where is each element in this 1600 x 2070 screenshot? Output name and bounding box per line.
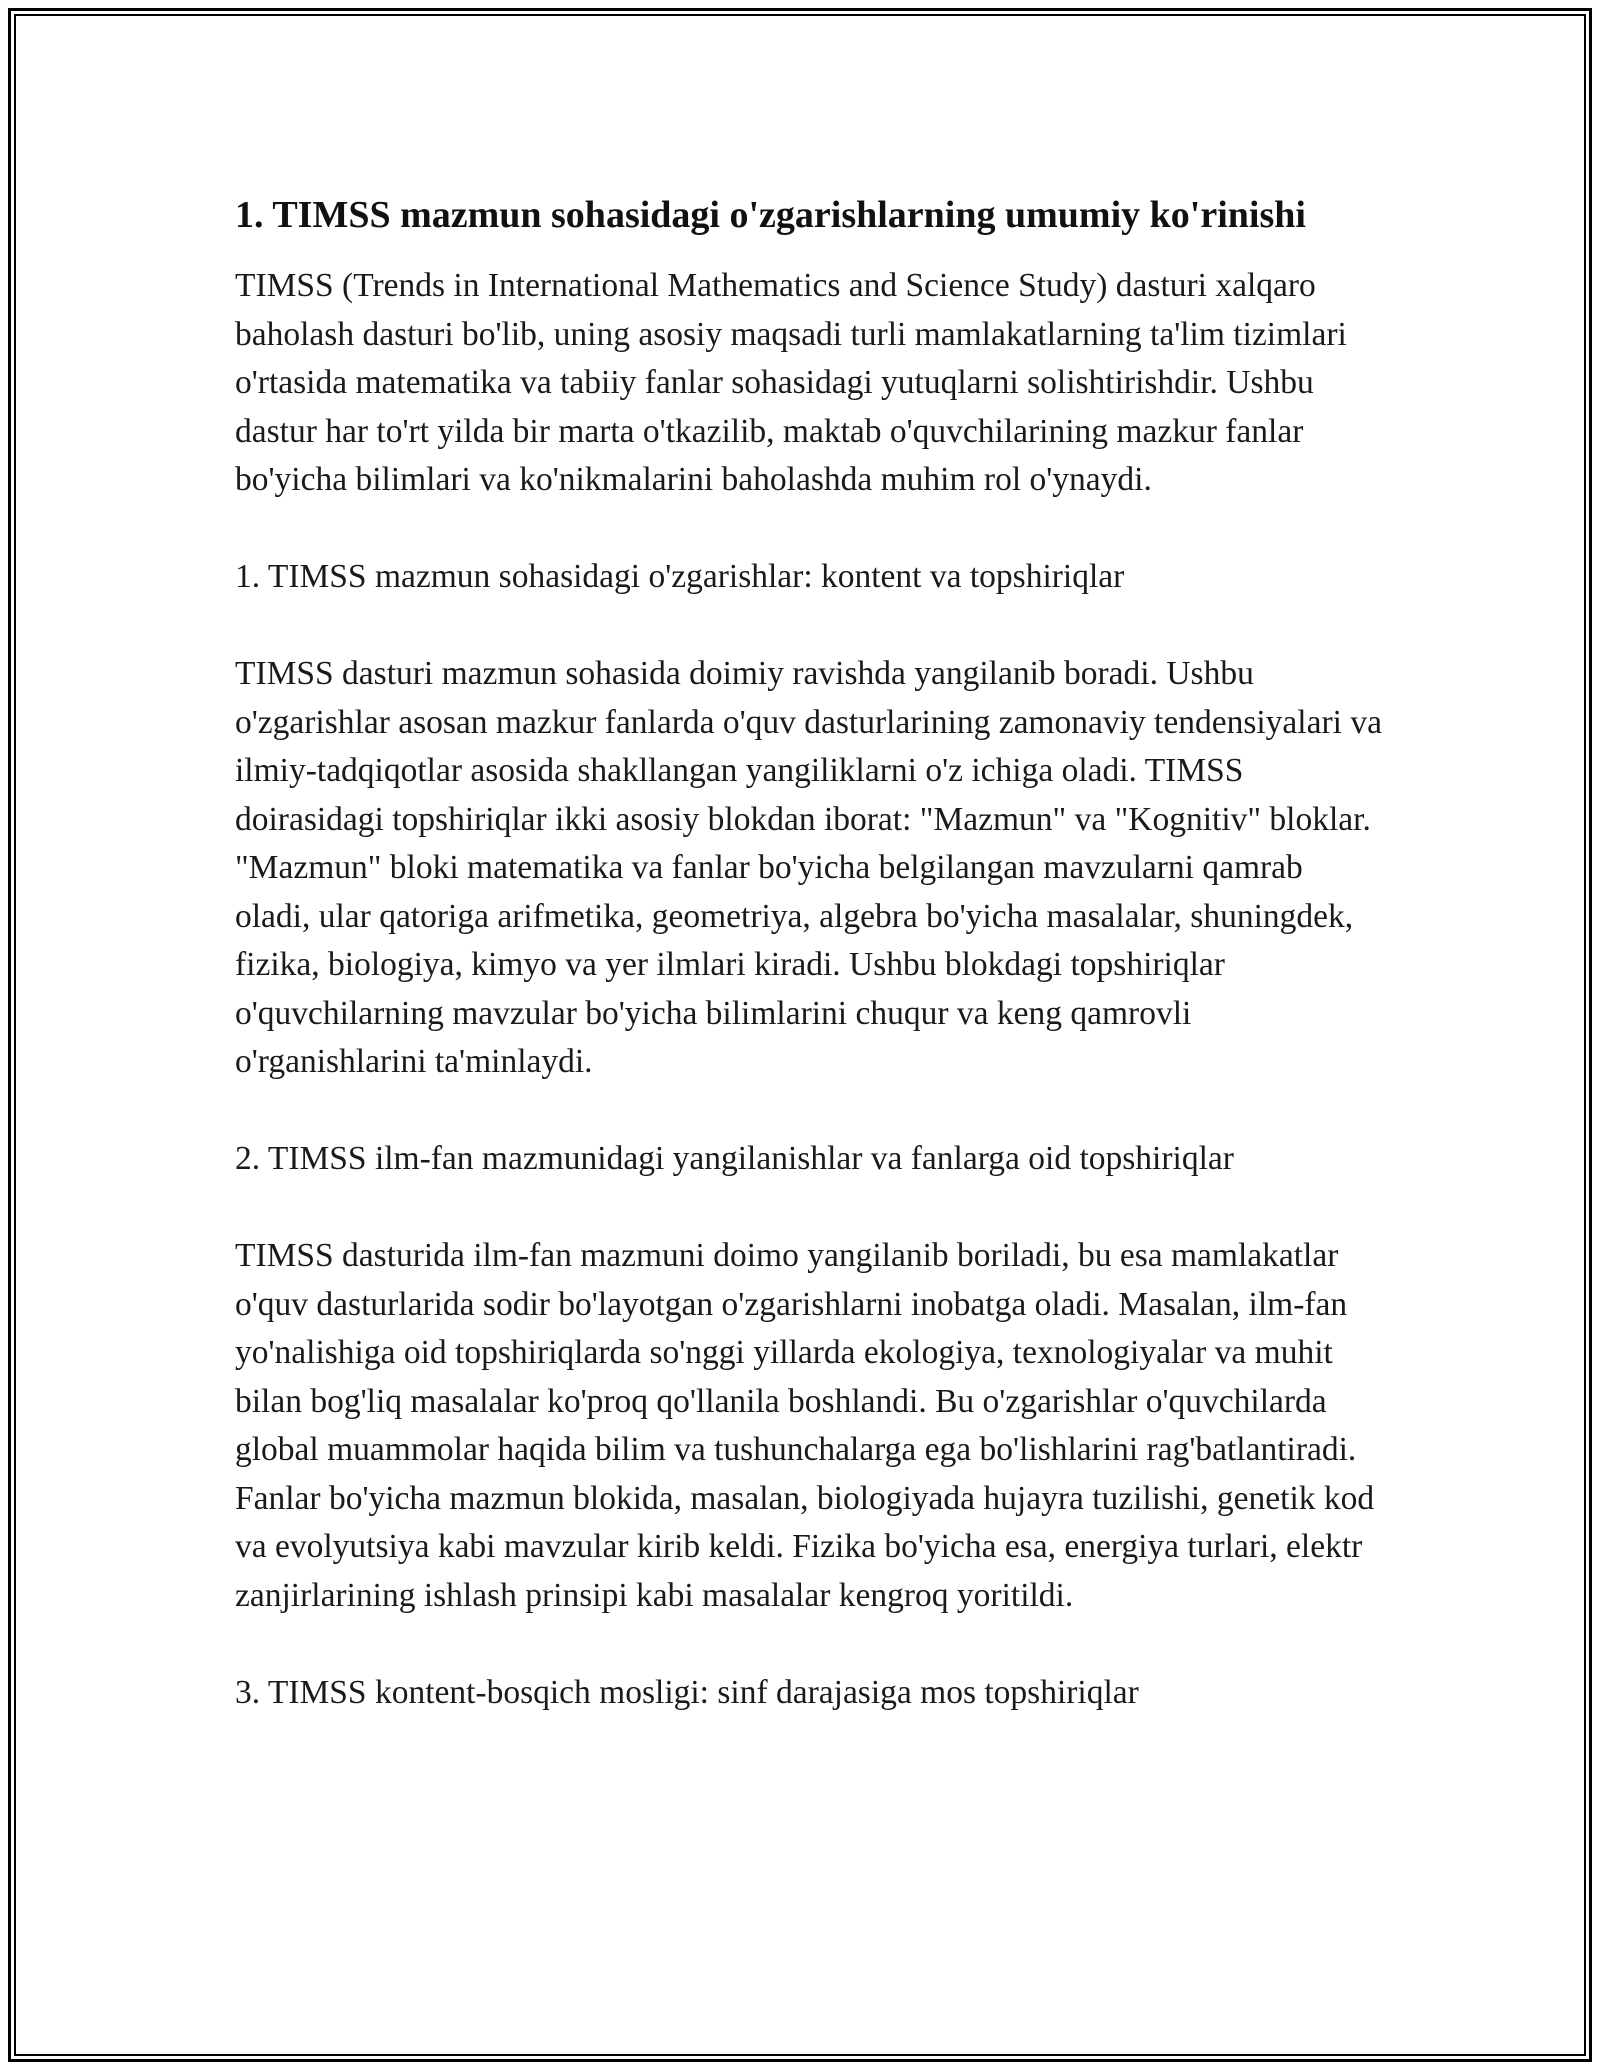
- page-title: 1. TIMSS mazmun sohasidagi o'zgarishlarning umumiy ko'rinishi: [235, 194, 1306, 236]
- section-1-heading: 1. TIMSS mazmun sohasidagi o'zgarishlar: kontent va topshiriqlar: [235, 558, 1125, 595]
- section-2-heading: 2. TIMSS ilm-fan mazmunidagi yangilanishlar va fanlarga oid topshiriqlar: [235, 1140, 1234, 1177]
- intro-paragraph: TIMSS (Trends in International Mathematics and Science Study) dasturi xalqaro baholash dasturi bo'lib, uning asosiy maqsadi turli mamlakatlarning ta'lim tizimlari o'rtasida matematika va tabiiy fanlar sohasidagi yutuqlarni solishtirishdir. Ushbu dastur har to'rt yilda bir marta o'tkazilib, maktab o'quvchilarining mazkur fanlar bo'yicha bilimlari va ko'nikmalarini baholashda muhim rol o'ynaydi.: [235, 267, 1347, 498]
- document-body: [235, 188, 1385, 1766]
- section-2-paragraph: TIMSS dasturida ilm-fan mazmuni doimo yangilanib boriladi, bu esa mamlakatlar o'quv dasturlarida sodir bo'layotgan o'zgarishlarni inobatga oladi. Masalan, ilm-fan yo'nalishiga oid topshiriqlarda so'nggi yillarda ekologiya, texnologiyalar va muhit bilan bog'liq masalalar ko'proq qo'llanila boshlandi. Bu o'zgarishlar o'quvchilarda global muammolar haqida bilim va tushunchalarga ega bo'lishlarini rag'batlantiradi. Fanlar bo'yicha mazmun blokida, masalan, biologiyada hujayra tuzilishi, genetik kod va evolyutsiya kabi mavzular kirib keldi. Fizika bo'yicha esa, energiya turlari, elektr zanjirlarining ishlash prinsipi kabi masalalar kengroq yoritildi.: [235, 1237, 1375, 1614]
- section-1-paragraph: TIMSS dasturi mazmun sohasida doimiy ravishda yangilanib boradi. Ushbu o'zgarishlar asosan mazkur fanlarda o'quv dasturlarining zamonaviy tendensiyalari va ilmiy-tadqiqotlar asosida shakllangan yangiliklarni o'z ichiga oladi. TIMSS doirasidagi topshiriqlar ikki asosiy blokdan iborat: "Mazmun" va "Kognitiv" bloklar. "Mazmun" bloki matematika va fanlar bo'yicha belgilangan mavzularni qamrab oladi, ular qatoriga arifmetika, geometriya, algebra bo'yicha masalalar, shuningdek, fizika, biologiya, kimyo va yer ilmlari kiradi. Ushbu blokdagi topshiriqlar o'quvchilarning mavzular bo'yicha bilimlarini chuqur va keng qamrovli o'rganishlarini ta'minlaydi.: [235, 655, 1382, 1080]
- section-3-heading: 3. TIMSS kontent-bosqich mosligi: sinf darajasiga mos topshiriqlar: [235, 1673, 1139, 1711]
